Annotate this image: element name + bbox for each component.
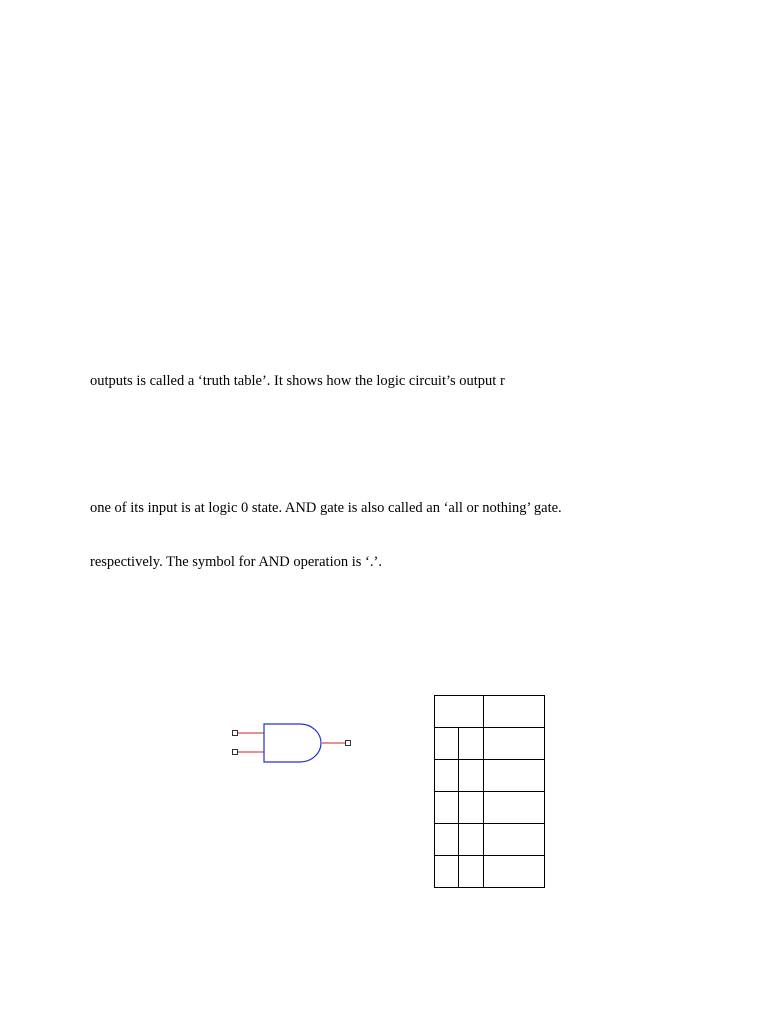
table-cell (459, 856, 484, 888)
table-cell (484, 792, 545, 824)
table-cell (435, 728, 459, 760)
paragraph-line-truth-table: outputs is called a ‘truth table’. It shows how the logic circuit’s output r (90, 373, 505, 389)
table-cell (435, 792, 459, 824)
table-cell (435, 824, 459, 856)
and-gate-icon (228, 718, 356, 770)
truth-table-header-inputs (435, 696, 484, 728)
table-cell (484, 824, 545, 856)
truth-table-header-output (484, 696, 545, 728)
gate-output-terminal (346, 741, 351, 746)
table-cell (484, 760, 545, 792)
gate-input-terminal-b (233, 750, 238, 755)
table-cell (435, 856, 459, 888)
truth-table-header-row (435, 696, 545, 728)
paragraph-line-and-symbol: respectively. The symbol for AND operation is ‘.’. (90, 554, 382, 570)
table-cell (459, 824, 484, 856)
paragraph-line-and-gate: one of its input is at logic 0 state. AND gate is also called an ‘all or nothing’ gate. (90, 500, 562, 516)
table-cell (435, 760, 459, 792)
table-row (435, 760, 545, 792)
truth-table (434, 695, 545, 888)
gate-body (264, 724, 321, 762)
table-cell (459, 792, 484, 824)
table-row (435, 856, 545, 888)
table-cell (484, 728, 545, 760)
gate-input-terminal-a (233, 731, 238, 736)
table-cell (459, 760, 484, 792)
table-cell (459, 728, 484, 760)
table-row (435, 792, 545, 824)
table-row (435, 728, 545, 760)
table-row (435, 824, 545, 856)
table-cell (484, 856, 545, 888)
